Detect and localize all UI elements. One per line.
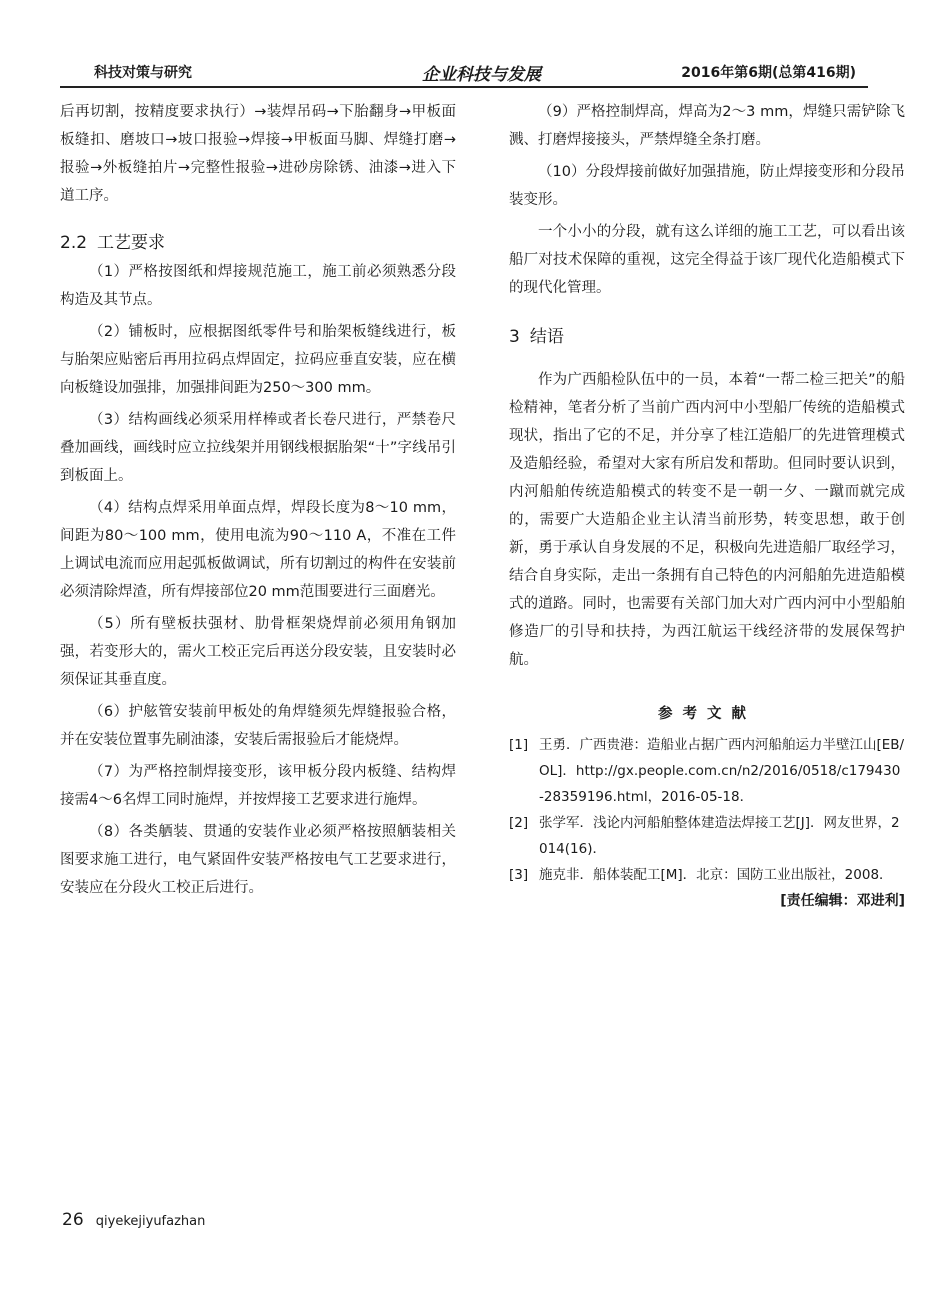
page-footer <box>62 1210 205 1230</box>
requirement-item: （6）护舷管安装前甲板处的角焊缝须先焊缝报验合格，并在安装位置事先刷油漆，安装后需报验后才能烧焊。 <box>60 704 456 748</box>
requirement-item: （1）严格按图纸和焊接规范施工，施工前必须熟悉分段构造及其节点。 <box>60 264 456 308</box>
requirement-item: （9）严格控制焊高，焊高为2～3 mm，焊缝只需铲除飞溅、打磨焊接接头，严禁焊缝全条打磨。 <box>509 104 905 148</box>
issue-info: 2016年第6期(总第416期) <box>681 65 856 81</box>
section-title: 工艺要求 <box>97 233 166 253</box>
process-flow-text: 后再切割，按精度要求执行）→装焊吊码→下胎翻身→甲板面板缝扣、磨坡口→坡口报验→焊接→甲板面马脚、焊缝打磨→报验→外板缝拍片→完整性报验→进砂房除锈、油漆→进入下道工序。 <box>60 104 456 204</box>
reference-item <box>509 862 905 888</box>
reference-item <box>509 732 905 810</box>
section-heading-2-2 <box>60 228 456 258</box>
journal-title: 企业科技与发展 <box>422 65 541 85</box>
left-column <box>60 98 456 902</box>
requirement-item: （5）所有壁板扶强材、肋骨框架烧焊前必须用角钢加强，若变形大的，需火工校正完后再送分段安装，且安装时必须保证其垂直度。 <box>60 616 456 688</box>
conclusion-paragraph: 作为广西船检队伍中的一员，本着“一帮二检三把关”的船检精神，笔者分析了当前广西内河中小型船厂传统的造船模式现状，指出了它的不足，并分享了桂江造船厂的先进管理模式及造船经验，希望对大家有所启发和帮助。但同时要认识到，内河船舶传统造船模式的转变不是一朝一夕、一蹴而就完成的，需要广大造船企业主认清当前形势，转变思想，敢于创新，勇于承认自身发展的不足，积极向先进造船厂取经学习，结合自身实际，走出一条拥有自己特色的内河船舶先进造船模式的道路。同时，也需要有关部门加大对广西内河中小型船舶修造厂的引导和扶持，为西江航运干线经济带的发展保驾护航。 <box>509 372 905 668</box>
responsible-editor: [责任编辑：邓进利] <box>780 893 905 909</box>
reference-number: [2] <box>509 815 529 831</box>
footer-site: qiyekejiyufazhan <box>95 1214 206 1229</box>
requirement-item: （3）结构画线必须采用样棒或者长卷尺进行，严禁卷尺叠加画线，画线时应立拉线架并用钢线根据胎架“十”字线吊引到板面上。 <box>60 412 456 484</box>
requirement-item: （10）分段焊接前做好加强措施，防止焊接变形和分段吊装变形。 <box>509 164 905 208</box>
header-section-label: 科技对策与研究 <box>94 65 192 81</box>
section-title: 结语 <box>529 327 564 347</box>
requirement-item: （2）铺板时，应根据图纸零件号和胎架板缝线进行，板与胎架应贴密后再用拉码点焊固定，拉码应垂直安装，应在横向板缝设加强排，加强排间距为250～300 mm。 <box>60 324 456 396</box>
right-column <box>509 98 905 914</box>
reference-text: 王勇．广西贵港：造船业占据广西内河船舶运力半壁江山[EB/OL]．http://gx.people.com.cn/n2/2016/0518/c179430-28359196.html，2016-05-18． <box>539 737 905 805</box>
section-number: 2.2 <box>60 233 88 253</box>
section-heading-3 <box>509 322 905 352</box>
reference-text: 张学军．浅论内河船舶整体建造法焊接工艺[J]．网友世界，2014(16)． <box>539 815 900 857</box>
requirement-item: （4）结构点焊采用单面点焊，焊段长度为8～10 mm，间距为80～100 mm，使用电流为90～110 A，不准在工件上调试电流而应用起弧板做调试，所有切割过的构件在安装前必须清除焊渣，所有焊接部位20 mm范围要进行三面磨光。 <box>60 500 456 600</box>
summary-paragraph: 一个小小的分段，就有这么详细的施工工艺，可以看出该船厂对技术保障的重视，这完全得益于该厂现代化造船模式下的现代化管理。 <box>509 224 905 296</box>
reference-number: [3] <box>509 867 529 883</box>
section-number: 3 <box>509 327 520 347</box>
page-number: 26 <box>62 1210 84 1230</box>
reference-text: 施克非．船体装配工[M]．北京：国防工业出版社，2008． <box>539 867 893 883</box>
reference-number: [1] <box>509 737 529 753</box>
references-title: 参考文献 <box>658 706 756 722</box>
running-header <box>60 58 868 88</box>
requirement-item: （8）各类舾装、贯通的安装作业必须严格按照舾装相关图要求施工进行，电气紧固件安装严格按电气工艺要求进行，安装应在分段火工校正后进行。 <box>60 824 456 896</box>
requirement-item: （7）为严格控制焊接变形，该甲板分段内板缝、结构焊接需4～6名焊工同时施焊，并按焊接工艺要求进行施焊。 <box>60 764 456 808</box>
reference-item <box>509 810 905 862</box>
